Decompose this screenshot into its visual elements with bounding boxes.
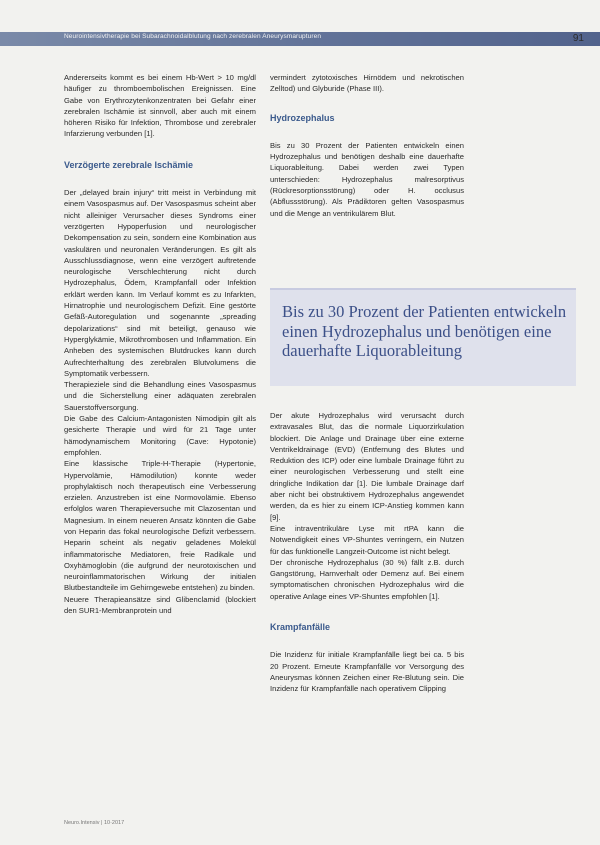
paragraph: Die Inzidenz für initiale Krampfanfälle liegt bei ca. 5 bis 20 Prozent. Erneute Krampfanfälle vor Versorgung des Aneurysmas können Zeichen einer Re-Blutung sein. Die Inzidenz für Krampfanfälle nach operativem Clipping <box>270 650 464 694</box>
pull-quote-text: Bis zu 30 Prozent der Patienten entwickeln einen Hydrozephalus und benötigen eine dauerhafte Liquorableitung <box>282 302 567 360</box>
paragraph: Therapieziele sind die Behandlung eines Vasospasmus und die Sicherstellung einer adäquaten zerebralen Sauerstoffversorgung. <box>64 380 256 412</box>
page-footer: Neuro.Intensiv | 10·2017 <box>64 820 125 826</box>
paragraph: Eine klassische Triple-H-Therapie (Hypertonie, Hypervolämie, Hämodilution) konnte weder prophylaktisch noch therapeutisch eine Verbesserung erzielen. Anzustreben ist eine Normovolämie. Ebenso erfolglos waren Therapieversuche mit Clazosentan und Magnesium. In einem neueren Ansatz könnten die Gabe von Heparin das fokal neurologische Defizit verbessern. Heparin scheint als negativ geladenes Molekül inflammatorische Mediatoren, freie Radikale und Oxyhämoglobin (die aufgrund der neurotoxischen und neuroinflammatorischen Wirkung der initialen Blutbestandteile im Gehirngewebe entstehen) zu binden. <box>64 459 256 593</box>
paragraph: Der „delayed brain injury“ tritt meist in Verbindung mit einem Vasospasmus auf. Der Vasospasmus scheint aber nicht alleiniger Verursacher dieses Syndroms einer verzögerten Hypoperfusion und neurologischer Dekompensation zu sein, sondern eine Kombination aus vaskulären und neuronalen Veränderungen. Es gilt als Ausschlussdiagnose, wenn eine verzögert auftretende neurologische Verschlechterung nicht durch Hydrozephalus, Ödem, Krampfanfall oder Infektion erklärt werden kann. Im Verlauf kommt es zu Infarkten, Hirnatrophie und neurologischem Defizit. Eine gestörte Gefäß-Autoregulation und sogenannte „spreading depolarizations“ sind mit beteiligt, genauso wie Hyperglykämie, Mikrothrombosen und Inflammation. Ein Anheben des systemischen Blutdruckes kann durch Aufrechterhaltung des zerebralen Blutvolumens die Symptomatik verbessern. <box>64 188 256 378</box>
paragraph: Die Gabe des Calcium-Antagonisten Nimodipin gilt als gesicherte Therapie und wird für 21 Tage unter hämodynamischem Monitoring (Cave: Hypotonie) empfohlen. <box>64 414 256 457</box>
pull-quote-box <box>270 288 576 386</box>
paragraph: Bis zu 30 Prozent der Patienten entwickeln einen Hydrozephalus und benötigen deshalb eine dauerhafte Liquorableitung. Dabei werden zwei Typen unterschieden: Hydrozephalus malresorptivus (Rückresorptionsstörung) oder H. occlusus (Abflussstörung). Als Prädiktoren gelten Vasospasmus und die Menge an ventrikulärem Blut. <box>270 140 464 218</box>
left-column <box>64 72 256 616</box>
paragraph: Der chronische Hydrozephalus (30 %) fällt z.B. durch Gangstörung, Harnverhalt oder Demenz auf. Bei einem symptomatischen chronischen Hydrozephalus wird die operative Anlage eines VP-Shuntes empfohlen [1]. <box>270 557 464 601</box>
page-number: 91 <box>572 33 584 44</box>
running-title: Neurointensivtherapie bei Subarachnoidalblutung nach zerebralen Aneurysmarupturen <box>64 33 322 40</box>
paragraph: Der akute Hydrozephalus wird verursacht durch extravasales Blut, das die normale Liquorzirkulation blockiert. Die Anlage und Drainage über eine externe Ventrikeldrainage (EVD) (Entfernung des Blutes und Reduktion des ICP) oder eine lumbale Drainage führt zu einer neurologischen Verbesserung und stellt eine dringliche Indikation dar [1]. Die lumbale Drainage darf aber nicht bei obstruktivem Hydrozephalus angewendet werden, da es hier zu einem ICP-Anstieg kommen kann [9]. <box>270 411 464 522</box>
right-column-bottom <box>270 410 464 695</box>
section-title-ischemia: Verzögerte zerebrale Ischämie <box>64 159 194 170</box>
paragraph: Neuere Therapieansätze sind Glibenclamid (blockiert den SUR1-Membranprotein und <box>64 594 256 616</box>
right-column-top <box>270 72 464 219</box>
section-title-hydrocephalus: Hydrozephalus <box>270 112 335 123</box>
intro-paragraph: Andererseits kommt es bei einem Hb-Wert > 10 mg/dl häufiger zu thromboembolischen Ereignissen. Eine Gabe von Erythrozytenkonzentraten bei Gefahr einer zerebralen Ischämie ist sinnvoll, aber auch mit einem höheren Risiko für Infektion, Thrombose und zerebraler Infarzierung verbunden [1]. <box>64 73 256 139</box>
continuation-paragraph: vermindert zytotoxisches Hirnödem und nekrotischen Zelltod) und Glyburide (Phase III). <box>270 73 464 94</box>
paragraph: Eine intraventrikuläre Lyse mit rtPA kann die Notwendigkeit eines VP-Shuntes verringern, ein Nutzen für das funktionelle Langzeit-Outcome ist nicht belegt. <box>270 523 464 556</box>
section-title-seizures: Krampfanfälle <box>270 622 331 633</box>
